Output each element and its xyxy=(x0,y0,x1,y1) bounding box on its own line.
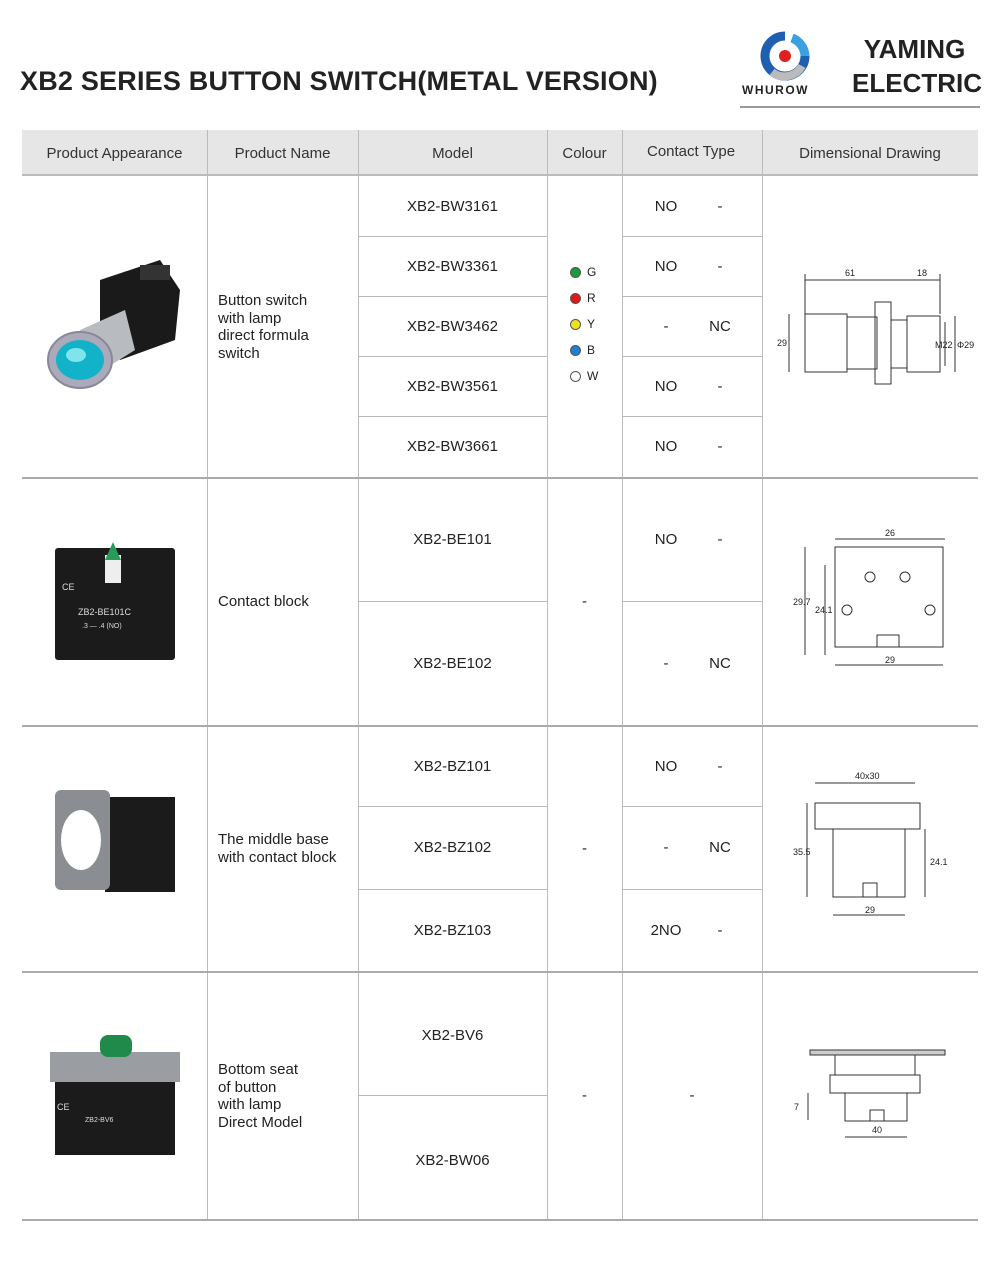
dimensional-drawing xyxy=(785,525,955,675)
contact-2: - xyxy=(717,531,723,548)
brand-line1: YAMING xyxy=(863,34,966,64)
contact-2: - xyxy=(717,757,723,775)
divider xyxy=(22,971,978,973)
contact-1: NO xyxy=(654,257,678,275)
model-cell: XB2-BW3661 xyxy=(407,437,498,455)
svg-text:24.1: 24.1 xyxy=(930,857,948,867)
header-appearance: Product Appearance xyxy=(46,144,183,162)
model-cell: XB2-BW3462 xyxy=(407,317,498,335)
contact-1: NO xyxy=(654,197,678,215)
contact-2: - xyxy=(717,197,723,215)
whurow-logo-icon xyxy=(752,30,818,82)
contact-2: - xyxy=(717,377,723,395)
middle-base-photo xyxy=(45,785,185,905)
svg-text:.3 — .4 (NO): .3 — .4 (NO) xyxy=(82,623,122,630)
header-colour: Colour xyxy=(562,144,607,162)
svg-text:24.1: 24.1 xyxy=(815,605,833,615)
colour-cell: - xyxy=(582,840,587,857)
push-button-photo xyxy=(40,250,190,390)
svg-text:29: 29 xyxy=(885,655,896,665)
divider xyxy=(22,1219,978,1221)
dimensional-drawing xyxy=(775,262,975,387)
model-cell: XB2-BW3561 xyxy=(407,377,498,395)
contact-2: - xyxy=(717,921,723,939)
model-cell: XB2-BW06 xyxy=(415,1151,490,1169)
colour-option-w: W xyxy=(570,369,598,383)
svg-text:ZB2-BV6: ZB2-BV6 xyxy=(85,1117,114,1124)
svg-text:26: 26 xyxy=(885,528,896,538)
svg-text:CE: CE xyxy=(62,582,75,592)
model-cell: XB2-BW3161 xyxy=(407,197,498,215)
svg-text:61: 61 xyxy=(845,268,856,278)
brand-name xyxy=(852,32,982,100)
svg-text:M22: M22 xyxy=(935,340,953,350)
divider xyxy=(762,130,763,1220)
model-cell: XB2-BZ101 xyxy=(413,757,492,775)
dimensional-drawing xyxy=(790,1040,960,1150)
page-title: XB2 SERIES BUTTON SWITCH(METAL VERSION) xyxy=(20,66,658,96)
svg-text:18: 18 xyxy=(917,268,928,278)
colour-option-r: R xyxy=(570,291,596,305)
contact-2: - xyxy=(717,257,723,275)
model-cell: XB2-BZ103 xyxy=(413,921,492,939)
svg-text:40x30: 40x30 xyxy=(855,771,880,781)
product-name: Bottom seat of button with lamp Direct Model xyxy=(218,1061,303,1131)
contact-1: NO xyxy=(654,437,678,455)
svg-text:29: 29 xyxy=(777,338,788,348)
contact-2: NC xyxy=(709,839,731,856)
svg-text:ZB2-BE101C: ZB2-BE101C xyxy=(78,607,132,617)
contact-1: NO xyxy=(654,757,678,775)
model-cell: XB2-BE101 xyxy=(413,531,492,548)
model-cell: XB2-BE102 xyxy=(413,654,492,672)
contact-1: NO xyxy=(654,531,678,548)
svg-text:29.7: 29.7 xyxy=(793,597,811,607)
svg-text:29: 29 xyxy=(865,905,876,915)
svg-text:7: 7 xyxy=(794,1102,800,1112)
product-name: Button switch with lamp direct formula switch xyxy=(218,292,309,362)
svg-text:CE: CE xyxy=(57,1102,70,1112)
contact-1: NO xyxy=(654,377,678,395)
model-cell: XB2-BZ102 xyxy=(413,839,492,856)
header-model: Model xyxy=(432,144,473,162)
contact-block-photo xyxy=(50,540,180,665)
svg-text:Φ29: Φ29 xyxy=(957,340,975,350)
contact-1: 2NO xyxy=(650,921,682,939)
brand-line2: ELECTRIC xyxy=(852,68,982,98)
model-cell: XB2-BV6 xyxy=(421,1026,484,1044)
contact-1: - xyxy=(663,654,669,672)
product-name: Contact block xyxy=(218,593,309,610)
colour-cell: - xyxy=(582,593,587,610)
colour-option-y: Y xyxy=(570,317,595,331)
colour-cell: - xyxy=(582,1087,587,1104)
contact-2: - xyxy=(717,437,723,455)
divider xyxy=(740,106,980,108)
contact-cell: - xyxy=(689,1087,695,1104)
contact-2: NC xyxy=(709,654,731,672)
contact-1: - xyxy=(663,317,669,335)
header-drawing: Dimensional Drawing xyxy=(799,144,941,162)
product-name: The middle base with contact block xyxy=(218,831,337,866)
svg-text:35.5: 35.5 xyxy=(793,847,811,857)
contact-1: - xyxy=(663,839,669,856)
header-contact: Contact Type xyxy=(647,143,736,160)
colour-option-b: B xyxy=(570,343,595,357)
contact-2: NC xyxy=(709,317,731,335)
model-cell: XB2-BW3361 xyxy=(407,257,498,275)
colour-option-g: G xyxy=(570,265,596,279)
logo-text: WHUROW xyxy=(742,83,809,97)
header-name: Product Name xyxy=(234,144,331,162)
dimensional-drawing xyxy=(785,765,955,925)
divider xyxy=(207,130,208,1220)
svg-text:40: 40 xyxy=(872,1125,883,1135)
bottom-seat-photo xyxy=(45,1030,185,1160)
